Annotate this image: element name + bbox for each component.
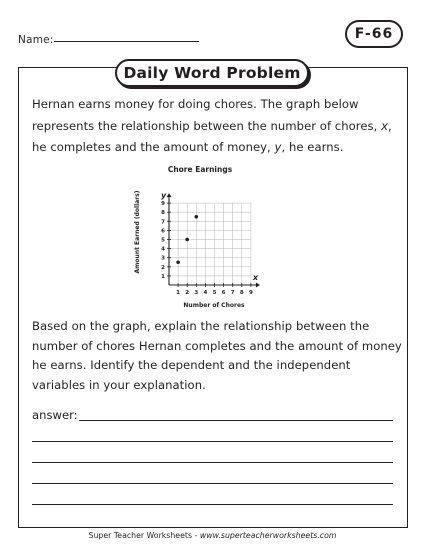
y-axis-letter: y	[161, 191, 167, 201]
x-tick-label: 5	[212, 290, 217, 296]
x-tick-label: 1	[176, 290, 181, 296]
x-axis-label: Number of Chores	[183, 302, 245, 309]
problem-text: Hernan earns money for doing chores. The graph below represents the relationship between the number of chores, x, he completes and the amount of money, y, he earns.	[32, 97, 392, 154]
x-tick-label: 6	[221, 290, 226, 296]
name-field[interactable]	[54, 41, 199, 42]
chart-title: Chore Earnings	[167, 165, 233, 174]
x-tick-label: 4	[203, 290, 208, 296]
answer-line[interactable]	[32, 483, 393, 484]
answer-line[interactable]	[32, 504, 393, 505]
y-tick-label: 7	[161, 219, 165, 226]
y-tick-label: 5	[161, 237, 165, 244]
worksheet-code-badge: F-66	[345, 20, 403, 48]
x-axis-arrow	[256, 283, 260, 288]
y-tick-label: 9	[161, 201, 165, 208]
x-tick-label: 3	[194, 290, 199, 296]
y-tick-label: 2	[161, 264, 165, 271]
data-point	[185, 238, 189, 242]
answer-line[interactable]	[32, 462, 393, 463]
answer-label: answer:	[32, 408, 78, 422]
footer-brand: Super Teacher Worksheets	[88, 531, 193, 540]
data-point	[176, 260, 180, 264]
y-tick-label: 4	[161, 246, 165, 253]
name-label: Name:	[18, 34, 54, 46]
footer-url[interactable]: www.superteacherworksheets.com	[199, 531, 337, 540]
var-y: y	[274, 140, 282, 154]
answer-line[interactable]	[79, 420, 393, 421]
footer: Super Teacher Worksheets - www.superteacherworksheets.com	[88, 531, 337, 540]
var-x: x	[381, 118, 389, 133]
y-tick-label: 8	[161, 210, 165, 217]
x-tick-label: 7	[230, 290, 235, 296]
x-axis-letter: x	[252, 273, 259, 282]
x-tick-label: 8	[239, 290, 244, 296]
answer-line[interactable]	[32, 441, 393, 442]
chore-earnings-chart	[126, 160, 276, 312]
y-tick-label: 1	[161, 273, 165, 280]
worksheet-title: Daily Word Problem	[115, 59, 309, 87]
y-axis-arrow	[167, 193, 172, 197]
y-axis-label: Amount Earned (dollars)	[134, 190, 141, 274]
y-tick-label: 3	[161, 255, 165, 262]
data-point	[195, 215, 199, 219]
y-tick-label: 6	[161, 228, 165, 235]
question-text: Based on the graph, explain the relationship between the number of chores Hernan completes and the amount of money he earns. Identify the dependent and the independent variables in your explanation.	[32, 319, 402, 392]
x-tick-label: 2	[185, 290, 190, 296]
x-tick-label: 9	[248, 290, 253, 296]
